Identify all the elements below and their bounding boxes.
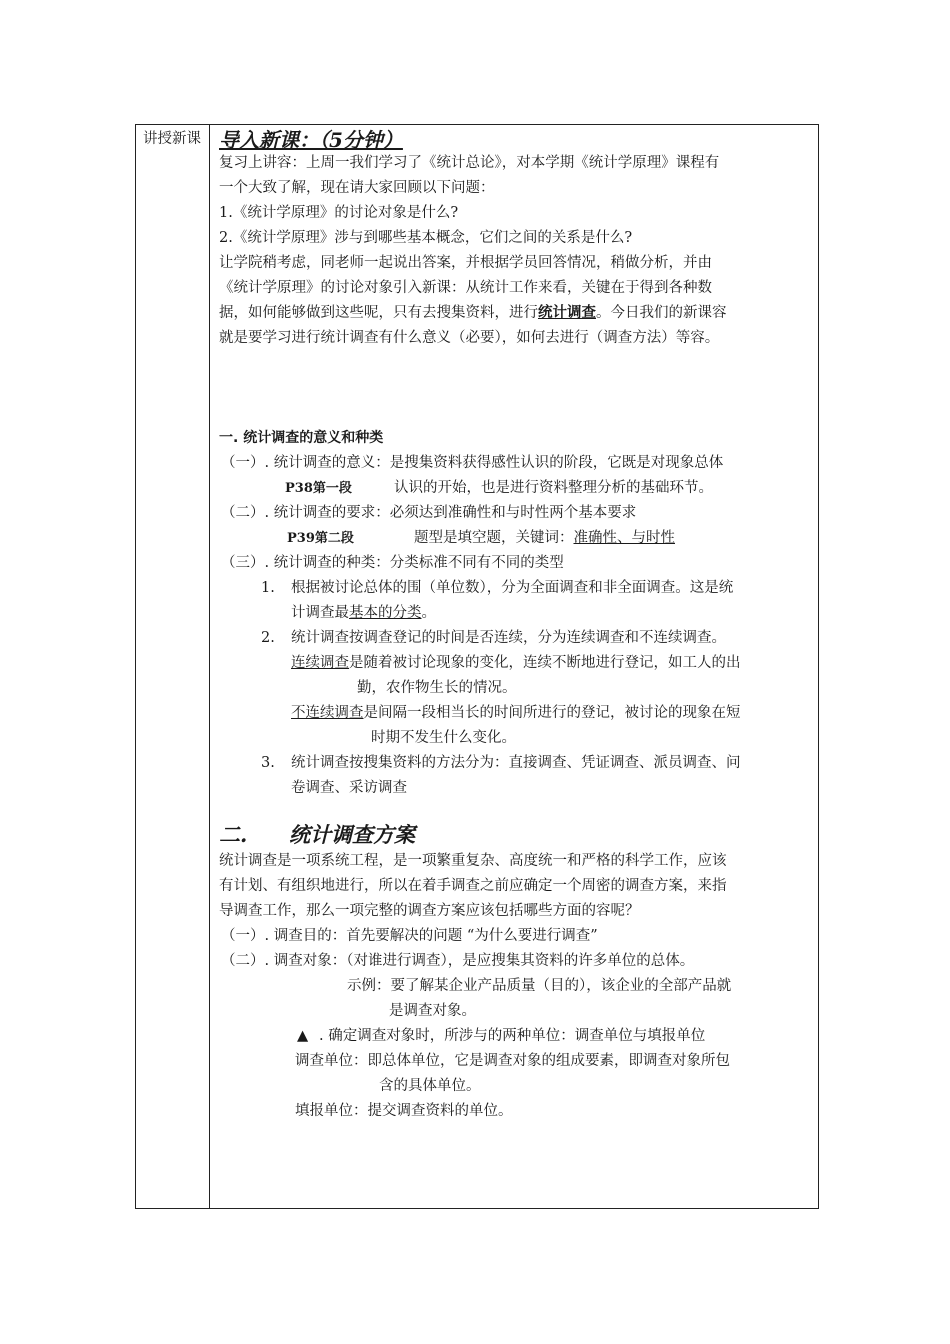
page-ref-label: P39第二段 [287,531,354,546]
list-item: 统计调查按搜集资料的方法分为：直接调查、凭证调查、派员调查、问 [291,755,741,771]
list-text: 计调查最 [291,605,349,621]
triangle-icon: ▲ [297,1028,309,1044]
intro-title: 导入新课：（5分钟） [219,128,403,152]
list-text: 是随着被讨论现象的变化，连续不断地进行登记，如工人的出 [349,655,741,671]
list-item: 根据被讨论总体的围（单位数），分为全面调查和非全面调查。这是统 [291,580,734,596]
sec2-paragraph: 统计调查是一项系统工程，是一项繁重复杂、高度统一和严格的科学工作，应该 [219,853,727,869]
intro-line: 一个大致了解，现在请大家回顾以下问题： [219,180,495,196]
reporting-unit: 填报单位：提交调查资料的单位。 [295,1103,513,1119]
list-item: 卷调查、采访调查 [291,780,407,796]
section2-number: 二. [219,822,248,847]
keyword-basic: 基本的分类 [349,605,422,621]
item-meaning: （一）. 统计调查的意义：是搜集资料获得感性认识的阶段，它既是对现象总体 [221,455,724,471]
intro-line [219,303,727,323]
sec2-paragraph: 导调查工作，那么一项完整的调查方案应该包括哪些方面的容呢？ [219,903,640,919]
keyword-survey: 统计调查 [538,304,596,321]
item-object: （二）. 调查对象：（对谁进行调查），是应搜集其资料的许多单位的总体。 [221,953,695,969]
item-types: （三）. 统计调查的种类：分类标准不同有不同的类型 [221,555,564,571]
list-item: 时期不发生什么变化。 [371,730,516,746]
list-item [291,703,741,723]
survey-unit: 调查单位：即总体单位，它是调查对象的组成要素，即调查对象所包 [295,1053,730,1069]
list-number: 2. [261,630,275,646]
example-line: 是调查对象。 [389,1003,476,1019]
intro-line: 就是要学习进行统计调查有什么意义（必要），如何去进行（调查方法）等容。 [219,330,720,346]
page-ref-label: P38第一段 [285,481,352,496]
page-ref [287,528,354,549]
example-line: 示例：要了解某企业产品质量（目的），该企业的全部产品就 [347,978,732,994]
list-item [291,603,436,623]
intro-line: 2.《统计学原理》涉与到哪些基本概念，它们之间的关系是什么? [219,230,633,246]
intro-line: 《统计学原理》的讨论对象引入新课：从统计工作来看，关键在于得到各种数 [219,280,712,296]
list-number: 3. [261,755,275,771]
intro-text: 据，如何能够做到这些呢，只有去搜集资料，进行 [219,305,538,321]
list-item: 勤，农作物生长的情况。 [357,680,517,696]
lesson-table [135,124,819,1209]
section-heading: 一. 统计调查的意义和种类 [219,430,384,446]
sec2-paragraph: 有计划、有组织地进行，所以在着手调查之前应确定一个周密的调查方案，来指 [219,878,727,894]
section2-title: 统计调查方案 [289,822,415,847]
column-divider [209,125,210,1208]
page-ref [285,478,352,499]
list-item: 统计调查按调查登记的时间是否连续，分为连续调查和不连续调查。 [291,630,726,646]
keyword-accuracy: 准确性、与时性 [573,530,675,546]
intro-line: 让学院稍考虑，同老师一起说出答案，并根据学员回答情况，稍做分析，并由 [219,255,712,271]
list-number: 1. [261,580,275,596]
keyword-discontinuous: 不连续调查 [291,705,364,721]
requirement-text: 题型是填空题，关键词： [414,530,574,546]
list-text: 是间隔一段相当长的时间所进行的登记，被讨论的现象在短 [363,705,741,721]
survey-unit-cont: 含的具体单位。 [379,1078,481,1094]
intro-text: 。今日我们的新课容 [596,305,727,321]
item-requirement: （二）. 统计调查的要求：必须达到准确性和与时性两个基本要求 [221,505,637,521]
item-purpose: （一）. 调查目的：首先要解决的问题 “为什么要进行调查” [221,928,598,944]
item-meaning-cont: 认识的开始，也是进行资料整理分析的基础环节。 [394,480,713,496]
intro-line: 复习上讲容：上周一我们学习了《统计总论》，对本学期《统计学原理》课程有 [219,155,720,171]
keyword-continuous: 连续调查 [291,655,349,671]
intro-line: 1.《统计学原理》的讨论对象是什么? [219,205,459,221]
list-text: 。 [421,605,436,621]
list-item [291,653,741,673]
units-note: . 确定调查对象时，所涉与的两种单位：调查单位与填报单位 [319,1028,706,1044]
item-requirement-cont [414,528,675,548]
side-label: 讲授新课 [143,131,201,147]
